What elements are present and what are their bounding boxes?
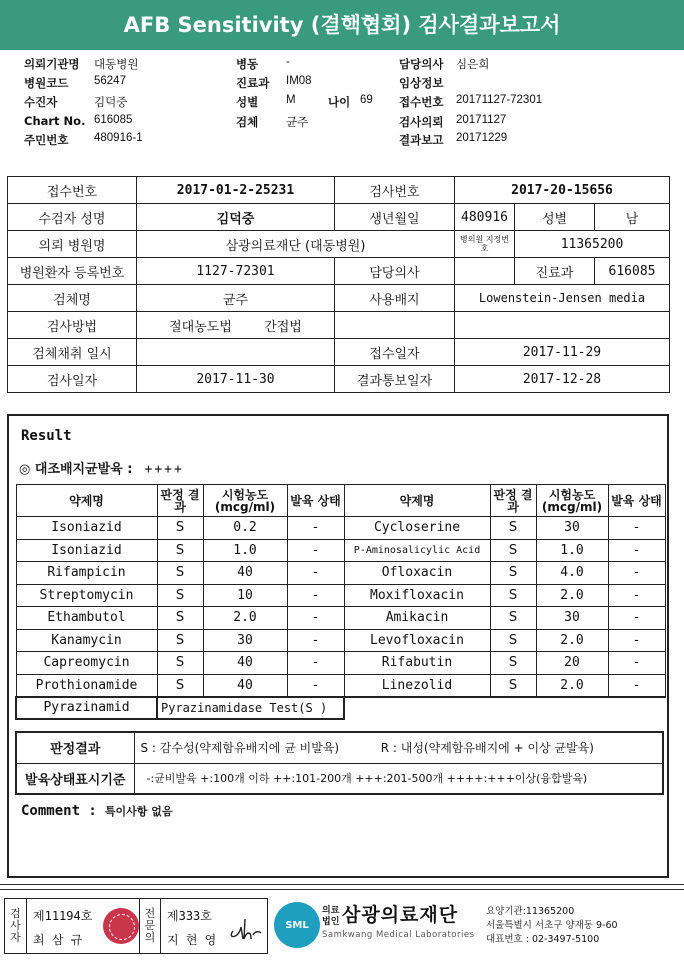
drug-name: Rifampicin xyxy=(16,562,157,585)
drug-name: P-Aminosalicylic Acid xyxy=(344,539,490,562)
signature-icon xyxy=(225,909,263,943)
info-value: 김덕중 xyxy=(137,204,335,231)
specialist-license: 제333호 xyxy=(167,909,212,923)
info-value: Lowenstein-Jensen media xyxy=(455,285,670,312)
info-label: 의뢰 병원명 xyxy=(8,231,137,258)
drug-result: S xyxy=(157,629,203,652)
info-label: 생년월일 xyxy=(335,204,455,231)
age-label: 나이 xyxy=(328,95,351,109)
drug-result: S xyxy=(490,584,536,607)
info-label: 검사번호 xyxy=(335,177,455,204)
drug-name: Ofloxacin xyxy=(344,562,490,585)
info-label: 담당의사 xyxy=(335,258,455,285)
drug-result: S xyxy=(157,674,203,697)
table-row xyxy=(16,652,665,675)
info-label: 검체명 xyxy=(8,285,137,312)
drug-conc: 1.0 xyxy=(536,539,608,562)
pza-empty xyxy=(344,697,665,720)
legend-judge-text xyxy=(134,732,663,763)
table-row xyxy=(16,674,665,697)
hospital-code-label: 병원코드 xyxy=(24,76,69,90)
drug-conc: 2.0 xyxy=(536,674,608,697)
drug-result: S xyxy=(157,562,203,585)
legend-judge-r: R : 내성(약제함유배지에 + 이상 균발육) xyxy=(380,741,594,756)
col-header-judgement: 판정 결과 xyxy=(157,485,203,517)
request-value: 20171127 xyxy=(456,114,507,126)
drug-growth: - xyxy=(608,674,665,697)
drug-conc: 1.0 xyxy=(203,539,287,562)
specialist-vertical-label xyxy=(139,899,161,953)
drug-conc: 4.0 xyxy=(536,562,608,585)
drug-result: S xyxy=(157,652,203,675)
result-title: Result xyxy=(21,428,72,444)
pza-test: Pyrazinamidase Test(S ) xyxy=(157,697,344,720)
col-header-growth: 발육 상태 xyxy=(608,485,665,517)
drug-growth: - xyxy=(608,607,665,630)
drug-result: S xyxy=(157,584,203,607)
info-label: 검체채취 일시 xyxy=(8,339,137,366)
dept-label: 진료과 xyxy=(236,76,270,90)
drug-name: Linezolid xyxy=(344,674,490,697)
drug-growth: - xyxy=(287,674,344,697)
drug-conc: 40 xyxy=(203,562,287,585)
control-growth xyxy=(19,458,184,477)
org-name: 삼광의료재단 xyxy=(342,904,459,926)
footer-divider xyxy=(0,884,684,890)
drug-name: Capreomycin xyxy=(16,652,157,675)
info-empty xyxy=(455,312,670,339)
info-value: 삼광의료재단 (대동병원) xyxy=(137,231,455,258)
doctor-label: 담당의사 xyxy=(399,57,444,71)
drug-result: S xyxy=(490,674,536,697)
drug-name: Prothionamide xyxy=(16,674,157,697)
table-row xyxy=(16,584,665,607)
chart-label: Chart No. xyxy=(24,114,86,128)
info-value xyxy=(137,312,335,339)
sex-value: M xyxy=(286,94,296,106)
info-empty xyxy=(335,312,455,339)
signature-box xyxy=(4,898,268,954)
info-label: 성별 xyxy=(515,204,595,231)
info-value: 남 xyxy=(595,204,670,231)
patient-info-table xyxy=(7,176,670,393)
drug-growth: - xyxy=(287,652,344,675)
info-value: 616085 xyxy=(595,258,670,285)
table-row xyxy=(16,562,665,585)
info-value xyxy=(137,339,335,366)
org-contact xyxy=(486,905,618,947)
legend-judge-s: S : 감수성(약제함유배지에 균 비발육) xyxy=(140,741,340,756)
drug-conc: 20 xyxy=(536,652,608,675)
drug-result: S xyxy=(157,517,203,540)
drug-growth: - xyxy=(608,629,665,652)
patient-value: 김덕중 xyxy=(94,97,128,109)
resident-value: 480916-1 xyxy=(94,132,143,144)
drug-result: S xyxy=(490,607,536,630)
legend-judge-label: 판정결과 xyxy=(16,732,134,763)
drug-name: Amikacin xyxy=(344,607,490,630)
drug-name: Kanamycin xyxy=(16,629,157,652)
report-header xyxy=(24,54,664,154)
drug-conc: 2.0 xyxy=(536,584,608,607)
examiner-vertical-label xyxy=(5,899,27,953)
drug-result: S xyxy=(157,539,203,562)
examiner-name: 최 삼 규 xyxy=(33,933,83,947)
info-value: 2017-20-15656 xyxy=(455,177,670,204)
drug-name: Levofloxacin xyxy=(344,629,490,652)
drug-conc: 30 xyxy=(536,607,608,630)
info-value: 480916 xyxy=(455,204,515,231)
institution-value: 대동병원 xyxy=(94,59,139,71)
drug-result: S xyxy=(490,539,536,562)
org-prefix: 의료 법인 xyxy=(322,906,340,927)
col-header-drug: 약제명 xyxy=(16,485,157,517)
org-phone: 대표번호 : 02-3497-5100 xyxy=(486,934,600,945)
report-title: AFB Sensitivity (결핵협회) 검사결과보고서 xyxy=(0,0,684,50)
report-value: 20171229 xyxy=(456,132,508,144)
info-value: 1127-72301 xyxy=(137,258,335,285)
comment-text: 특이사항 없음 xyxy=(104,805,173,818)
examiner-license: 제11194호 xyxy=(33,909,93,923)
examiner-vertical-text: 검 사 자 xyxy=(10,907,21,944)
method-1: 절대농도법 xyxy=(169,319,232,335)
pza-drug-name: Pyrazinamid xyxy=(16,697,157,720)
specialist-name: 지 현 영 xyxy=(167,933,217,947)
legend-table xyxy=(15,731,664,795)
specimen-value: 균주 xyxy=(286,117,309,129)
specimen-label: 검체 xyxy=(236,115,259,129)
drug-conc: 30 xyxy=(536,517,608,540)
drug-conc: 2.0 xyxy=(203,607,287,630)
info-label: 접수번호 xyxy=(8,177,137,204)
drug-growth: - xyxy=(608,517,665,540)
info-value: 2017-12-28 xyxy=(455,366,670,393)
result-section xyxy=(7,414,669,878)
drug-name: Isoniazid xyxy=(16,539,157,562)
info-label: 병원환자 등록번호 xyxy=(8,258,137,285)
resident-label: 주민번호 xyxy=(24,133,69,147)
drug-conc: 10 xyxy=(203,584,287,607)
org-address: 서울특별시 서초구 양재동 9-60 xyxy=(486,920,618,931)
doctor-value: 심은희 xyxy=(456,59,490,71)
info-label: 검사일자 xyxy=(8,366,137,393)
age-value: 69 xyxy=(360,94,373,106)
legend-growth-text: -:균비발육 +:100개 이하 ++:101-200개 +++:201-500개 ++++:+++이상(융합발육) xyxy=(134,763,663,794)
drug-name: Streptomycin xyxy=(16,584,157,607)
table-row xyxy=(16,629,665,652)
comment xyxy=(21,803,172,819)
drug-result: S xyxy=(490,562,536,585)
org-english-name: Samkwang Medical Laboratories xyxy=(322,930,475,940)
info-label: 병의원 지정번호 xyxy=(455,231,515,258)
info-value: 2017-01-2-25231 xyxy=(137,177,335,204)
chart-value: 616085 xyxy=(94,114,133,126)
info-value: 2017-11-29 xyxy=(455,339,670,366)
sml-logo-icon: SML xyxy=(274,902,320,948)
table-row xyxy=(16,607,665,630)
sex-label: 성별 xyxy=(236,95,259,109)
org-code: 요양기관:11365200 xyxy=(486,906,575,917)
drug-result: S xyxy=(490,652,536,675)
info-label: 결과통보일자 xyxy=(335,366,455,393)
col-header-conc: 시험농도 (mcg/ml) xyxy=(203,485,287,517)
drug-name: Moxifloxacin xyxy=(344,584,490,607)
control-growth-value: ++++ xyxy=(144,462,184,477)
hospital-code-value: 56247 xyxy=(94,75,126,87)
method-2: 간접법 xyxy=(264,319,302,335)
drug-conc: 40 xyxy=(203,652,287,675)
table-row xyxy=(16,539,665,562)
drug-growth: - xyxy=(287,517,344,540)
seal-stamp-icon xyxy=(103,908,139,944)
drug-growth: - xyxy=(608,562,665,585)
drug-conc: 0.2 xyxy=(203,517,287,540)
drug-growth: - xyxy=(287,584,344,607)
report-label: 결과보고 xyxy=(399,133,444,147)
drug-growth: - xyxy=(608,584,665,607)
drug-name: Cycloserine xyxy=(344,517,490,540)
receipt-label: 접수번호 xyxy=(399,95,444,109)
control-growth-label: ◎ 대조배지균발육 : xyxy=(19,462,133,477)
pyrazinamide-row xyxy=(16,697,665,720)
request-label: 검사의뢰 xyxy=(399,115,444,129)
info-label: 검사방법 xyxy=(8,312,137,339)
drug-growth: - xyxy=(608,539,665,562)
drug-name: Isoniazid xyxy=(16,517,157,540)
drug-name: Rifabutin xyxy=(344,652,490,675)
info-label: 수검자 성명 xyxy=(8,204,137,231)
drug-result: S xyxy=(490,517,536,540)
table-row xyxy=(16,517,665,540)
drug-sensitivity-table xyxy=(15,484,666,720)
col-header-conc: 시험농도 (mcg/ml) xyxy=(536,485,608,517)
receipt-value: 20171127-72301 xyxy=(456,94,543,106)
info-label: 사용배지 xyxy=(335,285,455,312)
drug-result: S xyxy=(490,629,536,652)
drug-conc: 40 xyxy=(203,674,287,697)
dept-value: IM08 xyxy=(286,75,312,87)
comment-label: Comment : xyxy=(21,803,97,819)
col-header-drug: 약제명 xyxy=(344,485,490,517)
info-value: 2017-11-30 xyxy=(137,366,335,393)
ward-value: - xyxy=(286,56,290,68)
drug-conc: 2.0 xyxy=(536,629,608,652)
drug-conc: 30 xyxy=(203,629,287,652)
ward-label: 병동 xyxy=(236,57,259,71)
legend-growth-label: 발육상태표시기준 xyxy=(16,763,134,794)
patient-label: 수진자 xyxy=(24,95,58,109)
info-label: 진료과 xyxy=(515,258,595,285)
specialist-vertical-text: 전 문 의 xyxy=(144,907,156,944)
drug-growth: - xyxy=(608,652,665,675)
drug-growth: - xyxy=(287,629,344,652)
info-value: 11365200 xyxy=(515,231,670,258)
info-label: 접수일자 xyxy=(335,339,455,366)
col-header-judgement: 판정 결과 xyxy=(490,485,536,517)
drug-growth: - xyxy=(287,607,344,630)
drug-growth: - xyxy=(287,539,344,562)
info-value: 균주 xyxy=(137,285,335,312)
drug-growth: - xyxy=(287,562,344,585)
drug-result: S xyxy=(157,607,203,630)
institution-label: 의뢰기관명 xyxy=(24,57,80,71)
info-value xyxy=(455,258,515,285)
drug-name: Ethambutol xyxy=(16,607,157,630)
col-header-growth: 발육 상태 xyxy=(287,485,344,517)
clinical-label: 임상정보 xyxy=(399,76,444,90)
